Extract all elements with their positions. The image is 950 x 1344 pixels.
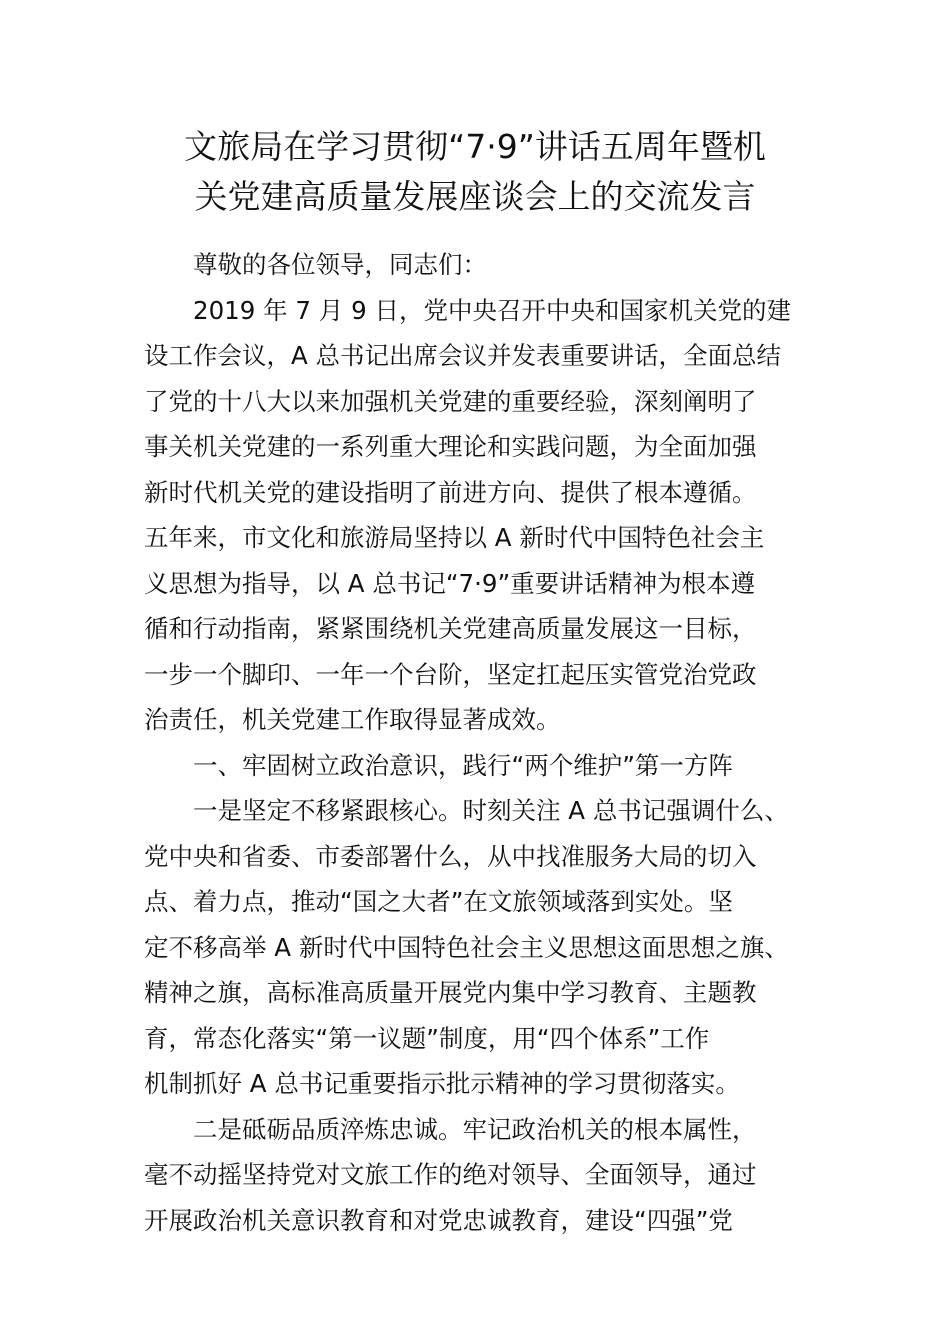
body-line: 一、牢固树立政治意识，践行“两个维护”第一方阵 xyxy=(193,750,733,780)
body-line: 事关机关党建的一系列重大理论和实践问题，为全面加强 xyxy=(144,432,757,461)
body-line: 义思想为指导，以 A 总书记“7·9”重要讲话精神为根本遵 xyxy=(144,568,756,598)
body-line: 机制抓好 A 总书记重要指示批示精神的学习贯彻落实。 xyxy=(144,1069,740,1098)
body-line: 毫不动摇坚持党对文旅工作的绝对领导、全面领导，通过 xyxy=(144,1160,757,1189)
body-line: 开展政治机关意识教育和对党忠诚教育，建设“四强”党 xyxy=(144,1205,733,1235)
body-line: 精神之旗，高标准高质量开展党内集中学习教育、主题教 xyxy=(144,978,757,1007)
body-line: 定不移高举 A 新时代中国特色社会主义思想这面思想之旗、 xyxy=(144,932,789,962)
body-line: 育，常态化落实“第一议题”制度，用“四个体系”工作 xyxy=(144,1023,710,1053)
body-line: 点、着力点，推动“国之大者”在文旅领域落到实处。坚 xyxy=(144,887,733,916)
body-line: 二是砥砺品质淬炼忠诚。牢记政治机关的根本属性， xyxy=(193,1114,757,1144)
body-line: 一是坚定不移紧跟核心。时刻关注 A 总书记强调什么、 xyxy=(193,796,789,825)
body-line: 一步一个脚印、一年一个台阶，坚定扛起压实管党治党政 xyxy=(144,659,757,689)
title-line-1: 文旅局在学习贯彻“7·9”讲话五周年暨机 xyxy=(184,127,766,166)
title-line-2: 关党建高质量发展座谈会上的交流发言 xyxy=(194,177,756,216)
document-title xyxy=(140,122,810,222)
body-line: 新时代机关党的建设指明了前进方向、提供了根本遵循。 xyxy=(144,477,757,507)
body-line: 党中央和省委、市委部署什么，从中找准服务大局的切入 xyxy=(144,841,757,871)
body-line: 治责任，机关党建工作取得显著成效。 xyxy=(144,705,561,734)
document-body xyxy=(144,242,810,1243)
body-line: 尊敬的各位领导，同志们： xyxy=(193,250,487,279)
body-line: 循和行动指南，紧紧围绕机关党建高质量发展这一目标， xyxy=(144,614,757,643)
body-line: 五年来，市文化和旅游局坚持以 A 新时代中国特色社会主 xyxy=(144,523,765,552)
body-line: 了党的十八大以来加强机关党建的重要经验，深刻阐明了 xyxy=(144,386,757,416)
body-line: 2019 年 7 月 9 日，党中央召开中央和国家机关党的建 xyxy=(193,295,791,325)
body-line: 设工作会议，A 总书记出席会议并发表重要讲话，全面总结 xyxy=(144,341,782,370)
